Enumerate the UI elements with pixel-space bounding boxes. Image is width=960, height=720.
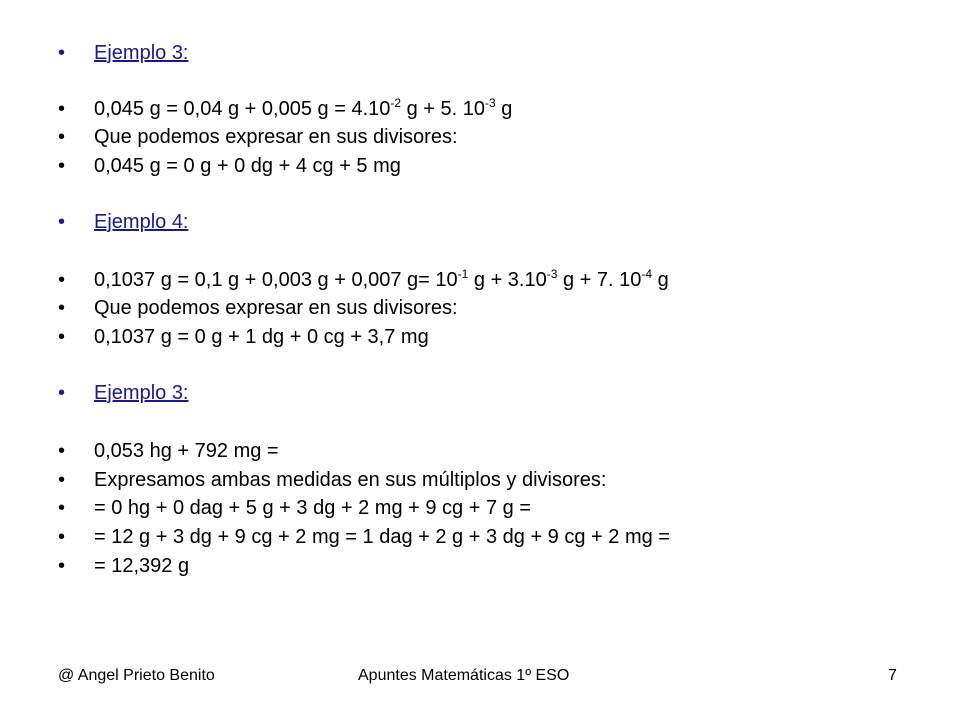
text-line-12 <box>58 522 670 552</box>
heading-text: Ejemplo 3: <box>94 42 189 64</box>
footer-page-number: 7 <box>888 667 897 684</box>
text-line-7 <box>58 322 429 352</box>
eq-part: g + 7. 10 <box>557 269 642 291</box>
text-line-2 <box>58 122 458 152</box>
exponent: -4 <box>641 267 653 281</box>
bullet: • <box>58 297 66 319</box>
line-text: 0,1037 g = 0 g + 1 dg + 0 cg + 3,7 mg <box>94 326 429 348</box>
heading-ejemplo-4 <box>58 207 189 237</box>
text-line-11 <box>58 493 531 523</box>
bullet: • <box>58 98 66 120</box>
line-text: = 0 hg + 0 dag + 5 g + 3 dg + 2 mg + 9 cg + 7 g = <box>94 497 532 519</box>
bullet: • <box>58 211 66 233</box>
line-text: Que podemos expresar en sus divisores: <box>94 297 458 319</box>
heading-ejemplo-3b <box>58 378 189 408</box>
exponent: -2 <box>390 96 402 110</box>
bullet: • <box>58 269 66 291</box>
line-text: 0,045 g = 0 g + 0 dg + 4 cg + 5 mg <box>94 155 401 177</box>
bullet: • <box>58 555 66 577</box>
eq-part: g + 3.10 <box>468 269 547 291</box>
line-text: = 12 g + 3 dg + 9 cg + 2 mg = 1 dag + 2 g + 3 dg + 9 cg + 2 mg = <box>94 526 670 548</box>
heading-text: Ejemplo 4: <box>94 211 189 233</box>
line-text: = 12,392 g <box>94 555 190 577</box>
heading-ejemplo-3a <box>58 38 189 68</box>
line-text: 0,053 hg + 792 mg = <box>94 440 279 462</box>
text-line-10 <box>58 465 606 495</box>
line-text: Expresamos ambas medidas en sus múltiplos y divisores: <box>94 469 607 491</box>
bullet: • <box>58 497 66 519</box>
exponent: -1 <box>457 267 469 281</box>
text-line-9 <box>58 436 279 466</box>
text-line-13 <box>58 551 189 581</box>
equation-line-5 <box>58 265 669 295</box>
eq-part: g <box>495 98 513 120</box>
bullet: • <box>58 440 66 462</box>
bullet: • <box>58 469 66 491</box>
eq-part: g <box>652 269 669 291</box>
bullet: • <box>58 382 66 404</box>
bullet: • <box>58 526 66 548</box>
bullet: • <box>58 155 66 177</box>
text-line-6 <box>58 293 458 323</box>
exponent: -3 <box>485 96 496 110</box>
eq-part: 0,1037 g = 0,1 g + 0,003 g + 0,007 g= 10 <box>94 269 458 291</box>
bullet: • <box>58 42 66 64</box>
eq-part: g + 5. 10 <box>401 98 486 120</box>
bullet: • <box>58 126 66 148</box>
footer-author: @ Angel Prieto Benito <box>58 667 215 684</box>
text-line-3 <box>58 151 401 181</box>
heading-text: Ejemplo 3: <box>94 382 189 404</box>
line-text: Que podemos expresar en sus divisores: <box>94 126 458 148</box>
eq-part: 0,045 g = 0,04 g + 0,005 g = 4.10 <box>94 98 391 120</box>
bullet: • <box>58 326 66 348</box>
equation-line-1 <box>58 94 512 124</box>
footer-course: Apuntes Matemáticas 1º ESO <box>358 667 570 684</box>
exponent: -3 <box>546 267 558 281</box>
